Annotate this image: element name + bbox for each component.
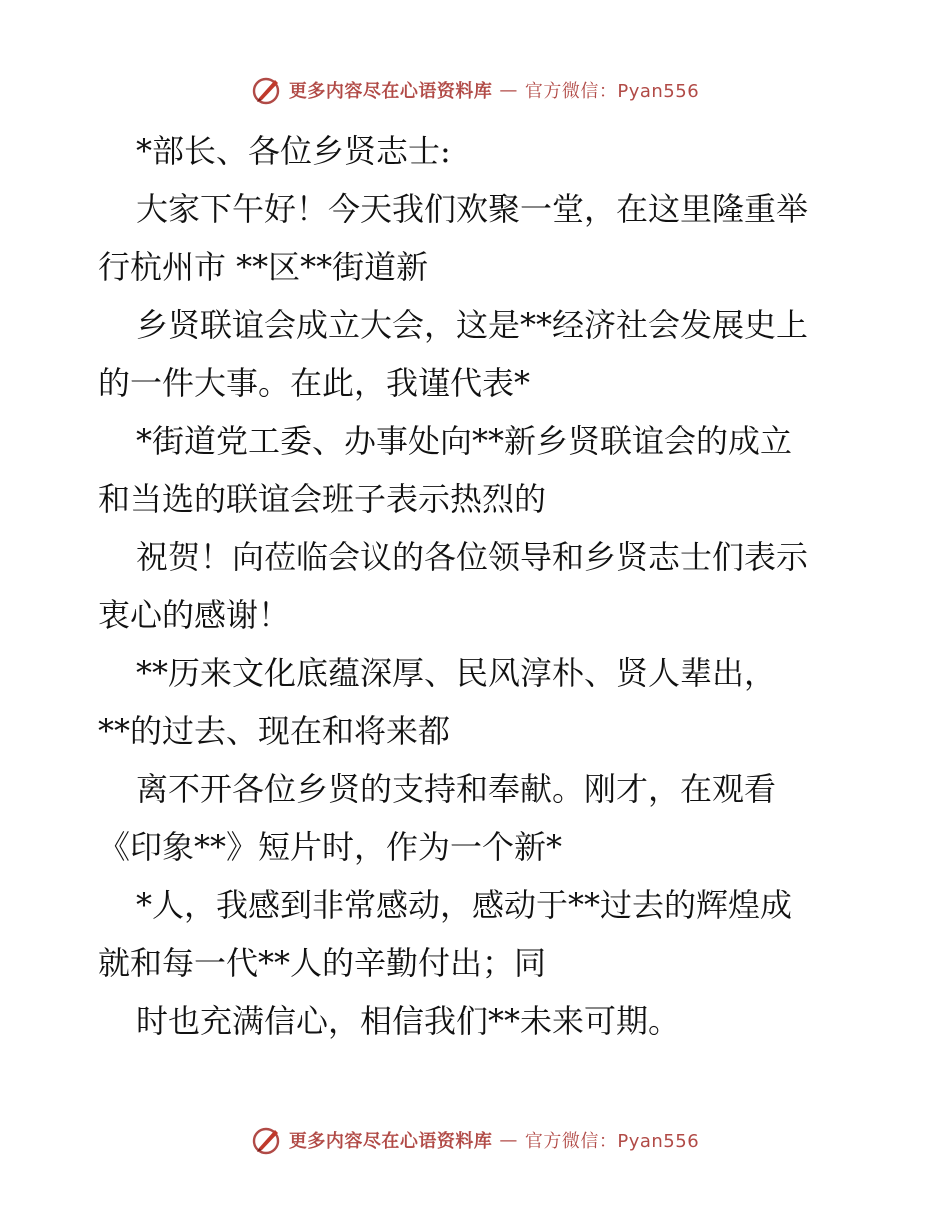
text-line: *街道党工委、办事处向**新乡贤联谊会的成立 bbox=[136, 422, 793, 460]
watermark-brand: 更多内容尽在心语资料库 bbox=[288, 81, 493, 102]
watermark-contact: 官方微信：Pyan556 bbox=[524, 81, 700, 102]
salutation-paragraph bbox=[98, 122, 858, 180]
paragraph bbox=[98, 296, 858, 412]
text-line: *人，我感到非常感动，感动于**过去的辉煌成 bbox=[136, 886, 793, 924]
text-line: 时也充满信心，相信我们**未来可期。 bbox=[136, 1002, 681, 1040]
text-line: 大家下午好！今天我们欢聚一堂，在这里隆重举 bbox=[136, 190, 809, 228]
paragraph bbox=[98, 760, 858, 876]
document-body bbox=[98, 122, 858, 1050]
text-line: 行杭州市 **区**街道新 bbox=[98, 248, 429, 286]
footer-watermark bbox=[0, 1124, 950, 1156]
text-line: 乡贤联谊会成立大会，这是**经济社会发展史上 bbox=[136, 306, 809, 344]
text-line: 《印象**》短片时，作为一个新* bbox=[98, 828, 563, 866]
paragraph bbox=[98, 644, 858, 760]
text-line: 离不开各位乡贤的支持和奉献。刚才，在观看 bbox=[136, 770, 777, 808]
text-line: **历来文化底蕴深厚、民风淳朴、贤人辈出， bbox=[136, 654, 777, 692]
greeting-paragraph bbox=[98, 180, 858, 296]
quill-pen-logo-icon bbox=[251, 74, 283, 106]
text-line: **的过去、现在和将来都 bbox=[98, 712, 451, 750]
text-line: 就和每一代**人的辛勤付出；同 bbox=[98, 944, 547, 982]
text-line: *部长、各位乡贤志士: bbox=[136, 132, 451, 170]
text-line: 祝贺！向莅临会议的各位领导和乡贤志士们表示 bbox=[136, 538, 809, 576]
paragraph bbox=[98, 876, 858, 992]
watermark-dash: — bbox=[499, 79, 518, 101]
watermark-brand: 更多内容尽在心语资料库 bbox=[288, 1131, 493, 1152]
text-line: 衷心的感谢！ bbox=[98, 596, 291, 634]
watermark-contact: 官方微信：Pyan556 bbox=[524, 1131, 700, 1152]
text-line: 的一件大事。在此，我谨代表* bbox=[98, 364, 531, 402]
text-line: 和当选的联谊会班子表示热烈的 bbox=[98, 480, 547, 518]
paragraph bbox=[98, 992, 858, 1050]
header-watermark bbox=[0, 74, 950, 106]
paragraph bbox=[98, 412, 858, 528]
paragraph bbox=[98, 528, 858, 644]
quill-pen-logo-icon bbox=[251, 1124, 283, 1156]
watermark-dash: — bbox=[499, 1129, 518, 1151]
